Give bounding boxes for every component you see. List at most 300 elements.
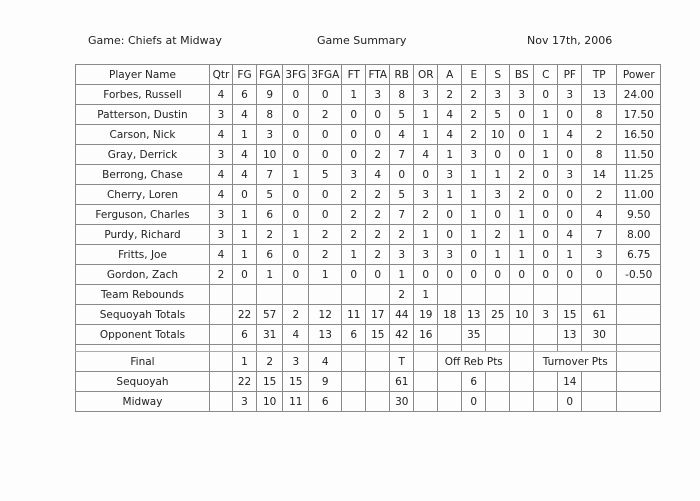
col-header: FT [342, 65, 366, 85]
stat-a: 1 [438, 145, 462, 165]
stat-bs [510, 325, 534, 345]
spacer-cell [233, 345, 257, 352]
stat-qtr: 4 [210, 185, 233, 205]
stat-fta: 15 [366, 325, 390, 345]
stat-c: 0 [534, 85, 558, 105]
quarter-2: 2 [257, 352, 283, 372]
stat-tp: 8 [582, 145, 617, 165]
stat-fga: 10 [257, 145, 283, 165]
stat-ft: 1 [342, 245, 366, 265]
row-label: Team Rebounds [76, 285, 210, 305]
col-header: TP [582, 65, 617, 85]
spacer-cell [283, 345, 309, 352]
stat-bs: 1 [510, 205, 534, 225]
off-reb-pts: 0 [462, 392, 486, 412]
final-team-row [76, 392, 661, 412]
stat-power: 6.75 [617, 245, 661, 265]
stat-pf: 0 [558, 185, 582, 205]
spacer-cell [309, 345, 342, 352]
stat-power: 11.00 [617, 185, 661, 205]
stat-rb: 0 [390, 165, 414, 185]
stat-or: 1 [414, 125, 438, 145]
stat-fga: 57 [257, 305, 283, 325]
stat-bs: 1 [510, 225, 534, 245]
player-name: Purdy, Richard [76, 225, 210, 245]
stat-fta: 2 [366, 225, 390, 245]
blank [510, 372, 534, 392]
stat-ft: 6 [342, 325, 366, 345]
stat-or: 16 [414, 325, 438, 345]
stat-a: 3 [438, 245, 462, 265]
stat-fga3: 0 [309, 125, 342, 145]
stat-ft: 2 [342, 185, 366, 205]
stat-e: 1 [462, 185, 486, 205]
stat-a: 4 [438, 105, 462, 125]
stat-fg: 0 [233, 265, 257, 285]
stat-tp: 61 [582, 305, 617, 325]
stat-fg3: 0 [283, 125, 309, 145]
stat-power [617, 325, 661, 345]
final-team-row [76, 372, 661, 392]
game-date: Nov 17th, 2006 [527, 34, 613, 47]
stat-fga3: 2 [309, 245, 342, 265]
stat-or: 1 [414, 285, 438, 305]
stat-bs: 3 [510, 85, 534, 105]
stat-ft: 2 [342, 225, 366, 245]
stat-pf: 0 [558, 205, 582, 225]
stat-bs: 0 [510, 105, 534, 125]
stat-s: 10 [486, 125, 510, 145]
stat-qtr: 4 [210, 245, 233, 265]
player-name: Patterson, Dustin [76, 105, 210, 125]
stat-c [534, 325, 558, 345]
stat-s: 0 [486, 205, 510, 225]
blank [210, 352, 233, 372]
spacer-cell [438, 345, 462, 352]
stat-fga3: 5 [309, 165, 342, 185]
stats-table [75, 64, 661, 412]
stat-pf: 4 [558, 225, 582, 245]
stat-fga3: 2 [309, 105, 342, 125]
quarter-3-score: 11 [283, 392, 309, 412]
blank [414, 392, 438, 412]
stat-fga: 9 [257, 85, 283, 105]
table-row [76, 185, 661, 205]
stat-or: 0 [414, 165, 438, 185]
spacer-cell [414, 345, 438, 352]
stat-ft: 11 [342, 305, 366, 325]
blank [486, 372, 510, 392]
total-score: 61 [390, 372, 414, 392]
stat-qtr: 2 [210, 265, 233, 285]
stat-fg: 1 [233, 225, 257, 245]
quarter-4-score: 9 [309, 372, 342, 392]
stat-rb: 7 [390, 205, 414, 225]
table-row [76, 125, 661, 145]
stat-s: 0 [486, 145, 510, 165]
stat-fga: 5 [257, 185, 283, 205]
turnover-pts: 14 [558, 372, 582, 392]
stat-fg3: 1 [283, 225, 309, 245]
stat-e: 2 [462, 125, 486, 145]
col-header: RB [390, 65, 414, 85]
player-name: Carson, Nick [76, 125, 210, 145]
stat-s: 3 [486, 185, 510, 205]
stat-c: 0 [534, 205, 558, 225]
stat-ft: 0 [342, 125, 366, 145]
stat-or: 3 [414, 85, 438, 105]
stat-fg: 22 [233, 305, 257, 325]
stat-fta: 2 [366, 145, 390, 165]
spacer-cell [558, 345, 582, 352]
stat-fg: 4 [233, 105, 257, 125]
col-header: FTA [366, 65, 390, 85]
player-name: Gray, Derrick [76, 145, 210, 165]
stat-tp: 2 [582, 185, 617, 205]
stat-a: 0 [438, 205, 462, 225]
blank [510, 352, 534, 372]
stat-pf: 1 [558, 245, 582, 265]
player-name: Cherry, Loren [76, 185, 210, 205]
stat-e: 13 [462, 305, 486, 325]
blank [617, 392, 661, 412]
stat-fg3: 0 [283, 105, 309, 125]
stat-pf [558, 285, 582, 305]
spacer-cell [617, 345, 661, 352]
off-reb-pts-header: Off Reb Pts [438, 352, 510, 372]
stat-power: 24.00 [617, 85, 661, 105]
stat-rb: 8 [390, 85, 414, 105]
stat-pf: 0 [558, 265, 582, 285]
stat-fta: 2 [366, 245, 390, 265]
stat-qtr: 4 [210, 165, 233, 185]
stat-fga [257, 285, 283, 305]
stat-s: 1 [486, 245, 510, 265]
stat-power: 11.25 [617, 165, 661, 185]
blank [582, 392, 617, 412]
blank [414, 352, 438, 372]
stat-e: 2 [462, 105, 486, 125]
stat-or: 19 [414, 305, 438, 325]
quarter-4: 4 [309, 352, 342, 372]
stat-a: 2 [438, 85, 462, 105]
stat-fg: 4 [233, 145, 257, 165]
col-header: FGA [257, 65, 283, 85]
blank [210, 392, 233, 412]
stat-qtr: 4 [210, 85, 233, 105]
stat-or: 4 [414, 145, 438, 165]
stat-fta: 3 [366, 85, 390, 105]
stat-ft: 1 [342, 85, 366, 105]
quarter-1-score: 22 [233, 372, 257, 392]
player-name: Forbes, Russell [76, 85, 210, 105]
divider [76, 345, 661, 352]
stat-power: 11.50 [617, 145, 661, 165]
stat-pf: 0 [558, 145, 582, 165]
sequoyah-totals-row [76, 305, 661, 325]
stat-fta: 0 [366, 105, 390, 125]
turnover-pts: 0 [558, 392, 582, 412]
stat-qtr: 3 [210, 205, 233, 225]
stat-rb: 4 [390, 125, 414, 145]
stat-rb: 42 [390, 325, 414, 345]
final-header-row [76, 352, 661, 372]
stat-fg: 4 [233, 165, 257, 185]
stat-fg3: 4 [283, 325, 309, 345]
stat-qtr [210, 305, 233, 325]
stat-rb: 3 [390, 245, 414, 265]
stat-tp: 0 [582, 265, 617, 285]
stat-s: 2 [486, 225, 510, 245]
table-row [76, 245, 661, 265]
stat-pf: 13 [558, 325, 582, 345]
stat-fga3: 0 [309, 205, 342, 225]
quarter-1-score: 3 [233, 392, 257, 412]
table-row [76, 265, 661, 285]
table-row [76, 205, 661, 225]
row-label: Opponent Totals [76, 325, 210, 345]
stat-qtr: 4 [210, 125, 233, 145]
player-name: Fritts, Joe [76, 245, 210, 265]
stat-fg: 1 [233, 205, 257, 225]
stat-a [438, 325, 462, 345]
quarter-4-score: 6 [309, 392, 342, 412]
quarter-3: 3 [283, 352, 309, 372]
stat-fg: 6 [233, 85, 257, 105]
stat-fg3: 0 [283, 265, 309, 285]
stat-s: 1 [486, 165, 510, 185]
stat-bs: 0 [510, 145, 534, 165]
stat-tp: 2 [582, 125, 617, 145]
col-header: A [438, 65, 462, 85]
stat-c: 0 [534, 265, 558, 285]
total-header: T [390, 352, 414, 372]
stat-pf: 4 [558, 125, 582, 145]
blank [366, 392, 390, 412]
stat-c: 3 [534, 305, 558, 325]
stat-e: 2 [462, 85, 486, 105]
stat-fga3 [309, 285, 342, 305]
stat-s: 3 [486, 85, 510, 105]
stat-tp: 13 [582, 85, 617, 105]
stat-or: 3 [414, 185, 438, 205]
stat-fg3: 0 [283, 185, 309, 205]
stat-power: 17.50 [617, 105, 661, 125]
stat-fga3: 0 [309, 145, 342, 165]
stat-ft: 0 [342, 105, 366, 125]
quarter-2-score: 15 [257, 372, 283, 392]
stat-fga3: 0 [309, 85, 342, 105]
stat-power: 8.00 [617, 225, 661, 245]
stat-bs [510, 285, 534, 305]
stat-ft: 2 [342, 205, 366, 225]
player-name: Ferguson, Charles [76, 205, 210, 225]
stat-fg: 1 [233, 125, 257, 145]
blank [534, 392, 558, 412]
total-score: 30 [390, 392, 414, 412]
stat-fg3: 2 [283, 305, 309, 325]
col-header: 3FG [283, 65, 309, 85]
stat-qtr: 3 [210, 105, 233, 125]
stat-fga3: 2 [309, 225, 342, 245]
stat-tp: 4 [582, 205, 617, 225]
stat-pf: 0 [558, 105, 582, 125]
spacer-cell [390, 345, 414, 352]
stat-fg: 6 [233, 325, 257, 345]
stat-power [617, 285, 661, 305]
col-header: Power [617, 65, 661, 85]
stat-rb: 5 [390, 105, 414, 125]
col-header: OR [414, 65, 438, 85]
stat-e: 0 [462, 245, 486, 265]
spacer-cell [462, 345, 486, 352]
stat-e: 3 [462, 145, 486, 165]
stat-e [462, 285, 486, 305]
game-title: Game: Chiefs at Midway [88, 34, 222, 47]
quarter-1: 1 [233, 352, 257, 372]
stat-fta: 0 [366, 265, 390, 285]
blank [342, 352, 366, 372]
stat-fta: 2 [366, 185, 390, 205]
stat-a: 4 [438, 125, 462, 145]
stat-bs: 2 [510, 185, 534, 205]
stat-pf: 3 [558, 165, 582, 185]
spacer-cell [257, 345, 283, 352]
stat-e: 1 [462, 165, 486, 185]
stat-s [486, 325, 510, 345]
stat-rb: 2 [390, 225, 414, 245]
col-header: Qtr [210, 65, 233, 85]
stat-c [534, 285, 558, 305]
stat-fg [233, 285, 257, 305]
blank [210, 372, 233, 392]
spacer-cell [342, 345, 366, 352]
stat-s: 25 [486, 305, 510, 325]
stat-c: 1 [534, 145, 558, 165]
stat-rb: 2 [390, 285, 414, 305]
team-name: Midway [76, 392, 210, 412]
team-name: Sequoyah [76, 372, 210, 392]
stat-fg3: 0 [283, 85, 309, 105]
stat-a: 0 [438, 225, 462, 245]
stat-c: 1 [534, 105, 558, 125]
stat-tp: 3 [582, 245, 617, 265]
spacer-cell [582, 345, 617, 352]
blank [342, 392, 366, 412]
stat-or: 1 [414, 225, 438, 245]
stat-fga: 2 [257, 225, 283, 245]
col-header: S [486, 65, 510, 85]
stat-fta: 17 [366, 305, 390, 325]
table-row [76, 145, 661, 165]
stat-rb: 1 [390, 265, 414, 285]
stat-bs: 0 [510, 125, 534, 145]
stat-qtr [210, 325, 233, 345]
spacer-cell [486, 345, 510, 352]
col-header: PF [558, 65, 582, 85]
spacer-cell [76, 345, 210, 352]
stat-c: 0 [534, 225, 558, 245]
stat-e: 1 [462, 205, 486, 225]
stat-bs: 1 [510, 245, 534, 265]
table-row [76, 105, 661, 125]
stat-fg3: 0 [283, 145, 309, 165]
table-row [76, 85, 661, 105]
blank [366, 352, 390, 372]
blank [438, 372, 462, 392]
stat-a [438, 285, 462, 305]
stat-or: 3 [414, 245, 438, 265]
stat-e: 1 [462, 225, 486, 245]
stat-fg3: 1 [283, 165, 309, 185]
opponent-totals-row [76, 325, 661, 345]
stat-fga3: 0 [309, 185, 342, 205]
stat-fg: 1 [233, 245, 257, 265]
blank [582, 372, 617, 392]
stat-s: 5 [486, 105, 510, 125]
header-row [76, 65, 661, 85]
stat-qtr: 3 [210, 225, 233, 245]
spacer-cell [534, 345, 558, 352]
stat-tp [582, 285, 617, 305]
stat-tp: 14 [582, 165, 617, 185]
stat-ft: 0 [342, 265, 366, 285]
stat-fga: 3 [257, 125, 283, 145]
spacer-cell [210, 345, 233, 352]
col-header: BS [510, 65, 534, 85]
stat-qtr [210, 285, 233, 305]
stat-fga: 7 [257, 165, 283, 185]
stat-c: 0 [534, 165, 558, 185]
stat-e: 35 [462, 325, 486, 345]
stat-a: 1 [438, 185, 462, 205]
stat-power: -0.50 [617, 265, 661, 285]
stat-e: 0 [462, 265, 486, 285]
stat-fg: 0 [233, 185, 257, 205]
stat-fga3: 13 [309, 325, 342, 345]
blank [414, 372, 438, 392]
quarter-3-score: 15 [283, 372, 309, 392]
blank [510, 392, 534, 412]
stat-tp: 30 [582, 325, 617, 345]
col-header: Player Name [76, 65, 210, 85]
table-row [76, 165, 661, 185]
row-label: Sequoyah Totals [76, 305, 210, 325]
row-label: Final [76, 352, 210, 372]
stat-fga3: 12 [309, 305, 342, 325]
stat-fga: 6 [257, 205, 283, 225]
blank [534, 372, 558, 392]
stat-fga3: 1 [309, 265, 342, 285]
turnover-pts-header: Turnover Pts [534, 352, 617, 372]
stat-s: 0 [486, 265, 510, 285]
stat-bs: 2 [510, 165, 534, 185]
stat-rb: 44 [390, 305, 414, 325]
stat-rb: 5 [390, 185, 414, 205]
stat-bs: 0 [510, 265, 534, 285]
blank [486, 392, 510, 412]
stat-pf: 3 [558, 85, 582, 105]
blank [438, 392, 462, 412]
stat-power: 16.50 [617, 125, 661, 145]
stat-fga: 31 [257, 325, 283, 345]
col-header: C [534, 65, 558, 85]
spacer-cell [510, 345, 534, 352]
stat-fta: 4 [366, 165, 390, 185]
stat-fta [366, 285, 390, 305]
stat-a: 3 [438, 165, 462, 185]
stat-fga: 6 [257, 245, 283, 265]
